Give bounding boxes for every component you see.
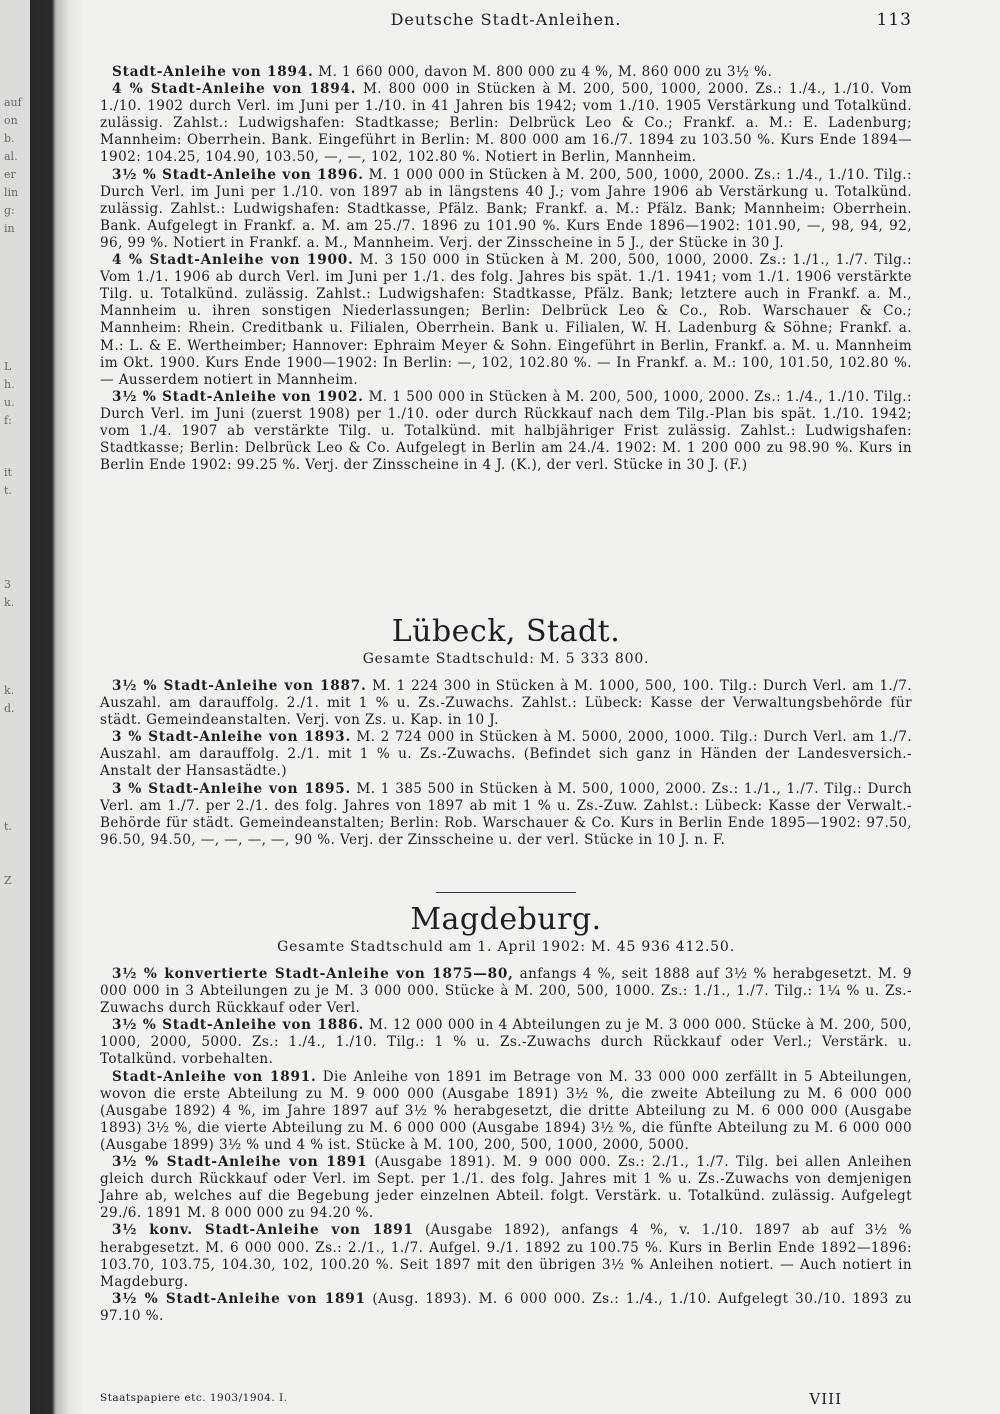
gutter-fragment: b. xyxy=(4,132,15,145)
gutter-fragment: k. xyxy=(4,596,15,609)
city-heading-magdeburg: Magdeburg. xyxy=(410,902,602,937)
bond-entry-text: anfangs 4 %, seit 1888 auf 3½ % herabgesetzt. M. 9 000 000 in 3 Abteilungen zu je M. 3 000 000. Stücke à M. 200, 500, 1000. Zs.: 1./1., 1./7. Tilg.: 1¼ % u. Zs.-Zuwachs durch Rückkauf oder Verl. xyxy=(100,966,912,1017)
bond-entry xyxy=(100,1222,912,1290)
bond-entry-heading: 3½ % Stadt-Anleihe von 1887. xyxy=(112,678,367,694)
bond-entry xyxy=(100,678,912,729)
gutter-fragment: lin xyxy=(4,186,19,199)
bond-entry-heading: Stadt-Anleihe von 1894. xyxy=(112,64,314,80)
total-debt-magdeburg: Gesamte Stadtschuld am 1. April 1902: M. 45 936 412.50. xyxy=(277,939,735,955)
bond-entry xyxy=(100,729,912,780)
bond-entry-text: M. 1 000 000 in Stücken à M. 200, 500, 1000, 2000. Zs.: 1./4., 1./10. Tilg.: Durch Verl. im Juni per 1./10. von 1897 ab in längstens 40 J.; vom Jahre 1906 ab Verstärkung u. Totalkünd. zulässig. Zahlst.: Ludwigshafen: Stadtkasse, Pfälz. Bank; Frankf. a. M.: Pfälz. Bank; Mannheim: Oberrhein. Bank. Aufgelegt in Frankf. a. M. am 25./7. 1896 zu 101.90 %. Kurs Ende 1896—1902: 101.90, —, 98, 94, 92, 96, 99 %. Notiert in Frankf. a. M., Mannheim. Verj. der Zinsscheine in 5 J., der Stücke in 30 J. xyxy=(100,166,912,251)
signature-mark: Staatspapiere etc. 1903/1904. I. xyxy=(100,1392,288,1404)
bond-entry-heading: 3½ % Stadt-Anleihe von 1896. xyxy=(112,166,364,183)
bond-entry-text: M. 1 500 000 in Stücken à M. 200, 500, 1000, 2000. Zs.: 1./4., 1./10. Tilg.: Durch Verl. im Juni (zuerst 1908) per 1./10. oder durch Rückkauf nach dem Tilg.-Plan bis spät. 1./10. 1942; vom 1./4. 1907 ab verstärkte Tilg. u. Totalkünd. mit halbjähriger Frist zulässig. Zahlst.: Ludwigshafen: Stadtkasse; Berlin: Delbrück Leo & Co. Aufgelegt in Berlin am 24./4. 1902: M. 1 200 000 zu 98.90 %. Kurs in Berlin Ende 1902: 99.25 %. Verj. der Zinsscheine in 4 J. (K.), der verl. Stücke in 30 J. (F.) xyxy=(100,388,912,474)
bond-entry-heading: 3 % Stadt-Anleihe von 1895. xyxy=(112,780,352,797)
bond-entry xyxy=(100,1017,912,1068)
page-footer xyxy=(100,1390,912,1408)
book-page xyxy=(100,0,912,1414)
magdeburg-entries xyxy=(100,966,912,1325)
gutter-fragment: k. xyxy=(4,684,15,697)
bond-entry-heading: 3½ % Stadt-Anleihe von 1902. xyxy=(112,388,364,405)
running-head-title: Deutsche Stadt-Anleihen. xyxy=(390,10,622,29)
binding-gutter xyxy=(0,0,84,1414)
ludwigshafen-continuation xyxy=(100,64,912,474)
bond-entry-heading: Stadt-Anleihe von 1891. xyxy=(112,1068,317,1085)
bond-entry xyxy=(100,81,912,166)
bond-entry xyxy=(100,1154,912,1222)
bond-entry xyxy=(100,966,912,1017)
bond-entry xyxy=(100,64,912,81)
gutter-fragment: t. xyxy=(4,820,12,833)
gutter-fragment: t. xyxy=(4,484,12,497)
gutter-fragment: u. xyxy=(4,396,15,409)
bond-entry xyxy=(100,1291,912,1325)
bond-entry xyxy=(100,252,912,389)
section-divider xyxy=(436,892,576,893)
gutter-fragment: h. xyxy=(4,378,15,391)
gutter-fragment: auf xyxy=(4,96,22,109)
page-number: 113 xyxy=(876,10,912,30)
gutter-fragment: al. xyxy=(4,150,18,163)
gutter-fragment: f: xyxy=(4,414,12,427)
total-debt-luebeck: Gesamte Stadtschuld: M. 5 333 800. xyxy=(362,651,650,667)
bond-entry-heading: 4 % Stadt-Anleihe von 1900. xyxy=(112,252,354,269)
bond-entry-heading: 4 % Stadt-Anleihe von 1894. xyxy=(112,81,357,98)
running-head xyxy=(100,8,912,32)
bond-entry-heading: 3½ % Stadt-Anleihe von 1891 xyxy=(112,1154,368,1171)
bond-entry-text: M. 1 385 500 in Stücken à M. 500, 1000, 2000. Zs.: 1./1., 1./7. Tilg.: Durch Verl. am 1./7. per 2./1. des folg. Jahres von 1897 ab mit 1 % u. Zs.-Zuw. Zahlst.: Lübeck: Kasse der Verwalt.-Behörde für städt. Gemeindeanstalten; Berlin: Rob. Warschauer & Co. Kurs in Berlin Ende 1895—1902: 97.50, 96.50, 94.50, —, —, —, —, 90 %. Verj. der Zinsscheine u. der verl. Stücke in 10 J. n. F. xyxy=(100,780,912,848)
luebeck-entries xyxy=(100,678,912,849)
bond-entry xyxy=(100,1069,912,1154)
bond-entry-heading: 3½ konv. Stadt-Anleihe von 1891 xyxy=(112,1222,414,1239)
bond-entry-heading: 3½ % Stadt-Anleihe von 1891 xyxy=(112,1290,366,1307)
bond-entry-heading: 3½ % Stadt-Anleihe von 1886. xyxy=(112,1017,365,1034)
bond-entry-text: M. 3 150 000 in Stücken à M. 200, 500, 1000, 2000. Zs.: 1./1., 1./7. Tilg.: Vom 1./1. 1906 ab durch Verl. im Juni per 1./1. des folg. Jahres bis spät. 1./1. 1941; vom 1./1. 1906 verstärkte Tilg. u. Totalkünd. zulässig. Zahlst.: Ludwigshafen: Stadtkasse, Pfälz. Bank; letztere auch in Frankf. a. M., Mannheim u. ihren sonstigen Niederlassungen; Berlin: Delbrück Leo & Co., Rob. Warschauer & Co.; Mannheim: Rhein. Creditbank u. Filialen, Oberrhein. Bank u. Filialen, W. H. Ladenburg & Söhne; Frankf. a. M.: L. & E. Wertheimber; Hannover: Ephraim Meyer & Sohn. Eingeführt in Berlin, Frankf. a. M. u. Mannheim im Okt. 1900. Kurs Ende 1900—1902: In Berlin: —, 102, 102.80 %. — In Frankf. a. M.: 100, 101.50, 102.80 %. — Ausserdem notiert in Mannheim. xyxy=(100,252,913,388)
gutter-fragment: g: xyxy=(4,204,15,217)
bond-entry-text: M. 12 000 000 in 4 Abteilungen zu je M. 3 000 000. Stücke à M. 200, 500, 1000, 2000, 5000. Zs.: 1./4., 1./10. Tilg.: 1 % u. Zs.-Zuwachs durch Rückkauf oder Verl.; Verstärk. u. Totalkünd. vorbehalten. xyxy=(100,1017,912,1068)
gutter-fragment: in xyxy=(4,222,15,235)
bond-entry-text: M. 1 660 000, davon M. 800 000 zu 4 %, M. 860 000 zu 3½ %. xyxy=(318,64,773,80)
bond-entry-text: Die Anleihe von 1891 im Betrage von M. 33 000 000 zerfällt in 5 Abteilungen, wovon die erste Abteilung zu M. 9 000 000 (Ausgabe 1891) 3½ %, die zweite Abteilung zu M. 6 000 000 (Ausgabe 1892) 4 %, im Jahre 1897 auf 3½ % herabgesetzt, die dritte Abteilung zu M. 6 000 000 (Ausgabe 1893) 3½ %, die vierte Abteilung zu M. 6 000 000 (Ausgabe 1894) 3½ %, die fünfte Abteilung zu M. 6 000 000 (Ausgabe 1899) 3½ % und 4 % ist. Stücke à M. 100, 200, 500, 1000, 2000, 5000. xyxy=(100,1068,912,1153)
gutter-fragment: er xyxy=(4,168,16,181)
bond-entry-heading: 3 % Stadt-Anleihe von 1893. xyxy=(112,729,351,746)
bond-entry-text: (Ausgabe 1891). M. 9 000 000. Zs.: 2./1., 1./7. Tilg. bei allen Anleihen gleich durch Rückkauf oder Verl. im Sept. per 1./1. des folg. Jahres mit 1 % u. Zs.-Zuwachs von demjenigen Jahre ab, welches auf die Begebung jeder einzelnen Abteil. folgt. Verstärk. u. Totalkünd. zulässig. Aufgelegt 29./6. 1891 M. 8 000 000 zu 94.20 %. xyxy=(100,1154,912,1222)
bond-entry xyxy=(100,167,912,252)
bond-entry xyxy=(100,389,912,474)
gutter-fragment: 3 xyxy=(4,578,11,591)
gutter-fragment: Z xyxy=(4,874,12,887)
city-heading-luebeck: Lübeck, Stadt. xyxy=(391,614,621,649)
gutter-fragment: it xyxy=(4,466,12,479)
bond-entry-text: M. 2 724 000 in Stücken à M. 5000, 2000, 1000. Tilg.: Durch Verl. am 1./7. Auszahl. am darauffolg. 2./1. mit 1 % u. Zs.-Zuwachs. (Befindet sich ganz in Händen der Landesversich.-Anstalt der Hansastädte.) xyxy=(100,729,912,780)
bond-entry-text: (Ausgabe 1892), anfangs 4 %, v. 1./10. 1897 ab auf 3½ % herabgesetzt. M. 6 000 000. Zs.: 2./1., 1./7. Aufgel. 9./1. 1892 zu 100.75 %. Kurs in Berlin Ende 1892—1896: 103.70, 103.75, 104.30, 102, 100.20 %. Seit 1897 mit den übrigen 3½ % Anleihen notiert. — Auch notiert in Magdeburg. xyxy=(100,1222,912,1290)
gutter-fragment: d. xyxy=(4,702,15,715)
gathering-mark: VIII xyxy=(809,1390,842,1408)
gutter-fragment: L xyxy=(4,360,12,373)
bond-entry xyxy=(100,781,912,849)
bond-entry-heading: 3½ % konvertierte Stadt-Anleihe von 1875—80, xyxy=(112,966,514,982)
bond-entry-text: M. 800 000 in Stücken à M. 200, 500, 1000, 2000. Zs.: 1./4., 1./10. Vom 1./10. 1902 durch Verl. im Juni per 1./10. in 41 Jahren bis 1942; vom 1./10. 1905 Verstärkung und Totalkünd. zulässig. Zahlst.: Ludwigshafen: Stadtkasse; Berlin: Delbrück Leo & Co.; Frankf. a. M.: E. Ladenburg; Mannheim: Oberrhein. Bank. Eingeführt in Berlin: M. 800 000 am 16./7. 1894 zu 103.50 %. Kurs Ende 1894—1902: 104.25, 104.90, 103.50, —, —, 102, 102.80 %. Notiert in Berlin, Mannheim. xyxy=(100,81,912,166)
bond-entry-text: (Ausg. 1893). M. 6 000 000. Zs.: 1./4., 1./10. Aufgelegt 30./10. 1893 zu 97.10 %. xyxy=(100,1290,912,1324)
gutter-fragment: on xyxy=(4,114,18,127)
bond-entry-text: M. 1 224 300 in Stücken à M. 1000, 500, 100. Tilg.: Durch Verl. am 1./7. Auszahl. am darauffolg. 2./1. mit 1 % u. Zs.-Zuwachs. Zahlst.: Lübeck: Kasse der Verwaltungsbehörde für städt. Gemeindeanstalten. Verj. von Zs. u. Kap. in 10 J. xyxy=(100,678,912,729)
